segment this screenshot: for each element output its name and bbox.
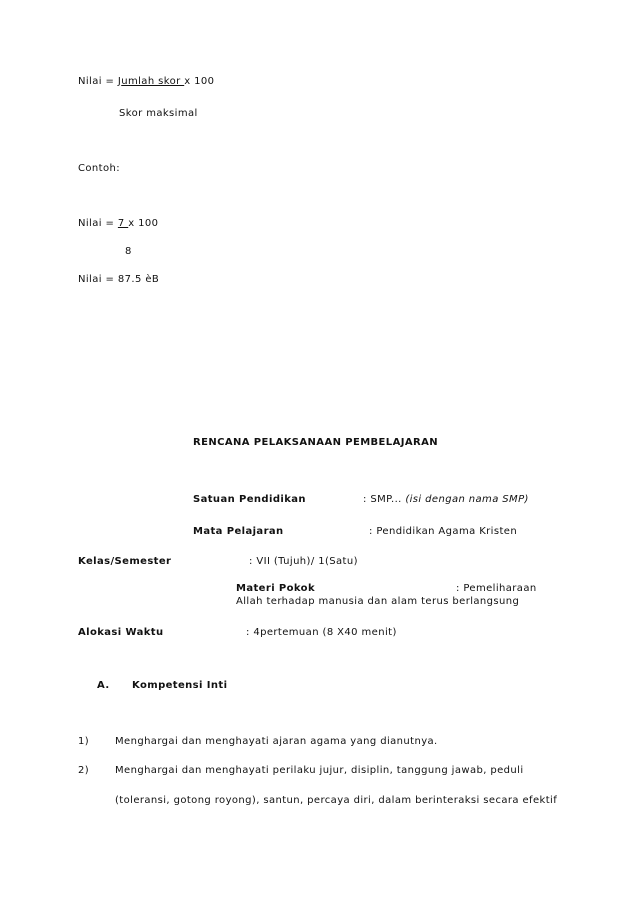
section-a-letter: A. [97,680,110,691]
materi-value: : Pemeliharaan [456,583,537,594]
formula-1-suffix: x 100 [184,76,215,87]
materi-label: Materi Pokok [236,583,316,594]
alokasi-label: Alokasi Waktu [78,627,164,638]
formula-2-numerator: 7 [117,218,129,229]
ki-item-2-continuation: (toleransi, gotong royong), santun, percaya diri, dalam berinteraksi secara efektif [115,795,558,806]
kelas-label: Kelas/Semester [78,556,172,567]
formula-1-numerator: umlah skor [121,76,185,87]
ki-item-2-text: Menghargai dan menghayati perilaku jujur, disiplin, tanggung jawab, peduli [115,765,524,776]
formula-1-denominator: Skor maksimal [119,108,198,119]
formula-2-suffix: x 100 [128,218,159,229]
alokasi-value: : 4pertemuan (8 X40 menit) [246,627,397,638]
section-a-title: Kompetensi Inti [132,680,228,691]
kelas-value: : VII (Tujuh)/ 1(Satu) [249,556,358,567]
formula-1-prefix: Nilai = J [78,76,122,87]
ki-item-1-number: 1) [78,736,90,747]
formula-2-denominator: 8 [125,246,132,257]
formula-2 [78,218,158,229]
formula-2-result: Nilai = 87.5 èB [78,274,160,285]
document-title: RENCANA PELAKSANAAN PEMBELAJARAN [193,437,438,448]
materi-value-line2: Allah terhadap manusia dan alam terus berlangsung [236,596,520,607]
example-label: Contoh: [78,163,120,174]
formula-2-prefix: Nilai = [78,218,118,229]
ki-item-1-text: Menghargai dan menghayati ajaran agama yang dianutnya. [115,736,438,747]
mapel-label: Mata Pelajaran [193,526,284,537]
satuan-note: (isi dengan nama SMP) [405,494,529,505]
formula-1 [78,76,214,87]
ki-item-2-number: 2) [78,765,90,776]
satuan-label: Satuan Pendidikan [193,494,306,505]
satuan-value-text: : SMP... [363,494,406,505]
satuan-value [363,494,529,505]
mapel-value: : Pendidikan Agama Kristen [369,526,518,537]
